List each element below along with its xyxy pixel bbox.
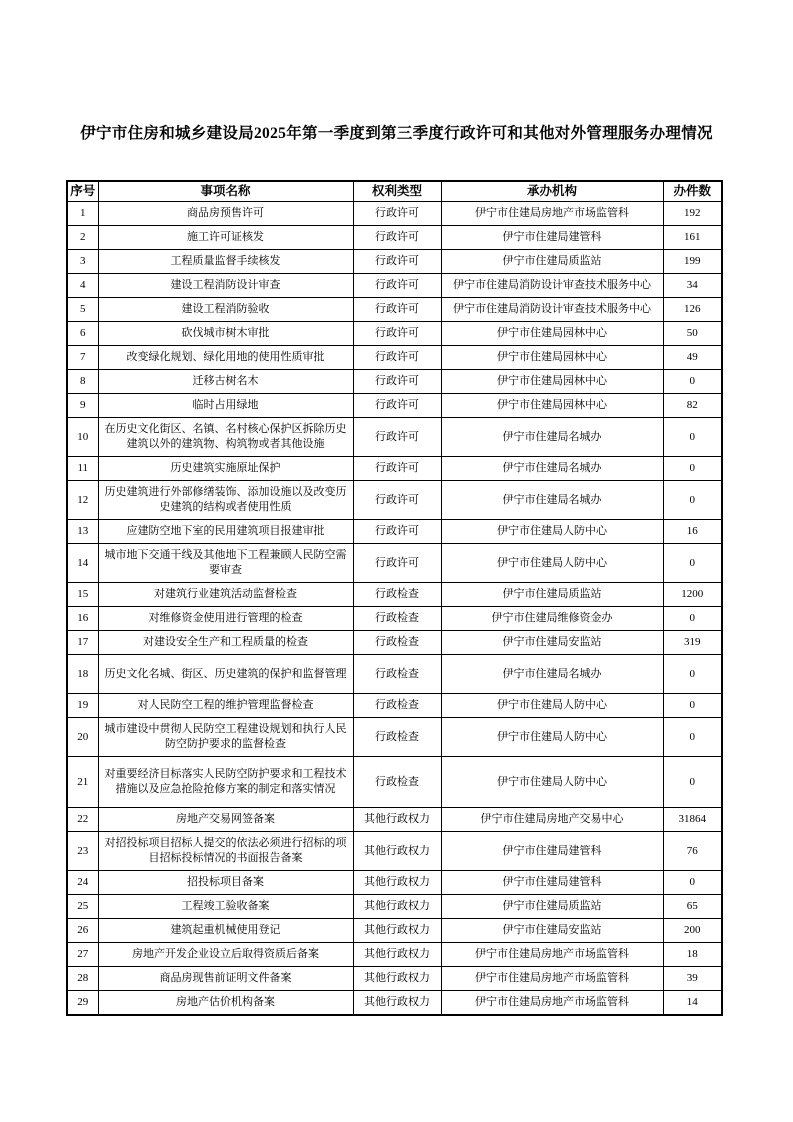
table-cell-col4: 82	[663, 394, 722, 418]
table-cell-col0: 7	[67, 346, 98, 370]
table-cell-col3: 伊宁市住建局名城办	[441, 481, 663, 520]
table-row	[67, 544, 722, 583]
table-cell-col2: 行政检查	[353, 694, 441, 718]
table-cell-col3: 伊宁市住建局人防中心	[441, 520, 663, 544]
table-cell-col0: 18	[67, 655, 98, 694]
table-cell-col2: 其他行政权力	[353, 808, 441, 832]
table-row	[67, 655, 722, 694]
table-cell-col0: 3	[67, 250, 98, 274]
table-row	[67, 250, 722, 274]
table-cell-col4: 0	[663, 718, 722, 757]
table-row	[67, 370, 722, 394]
table-cell-col3: 伊宁市住建局人防中心	[441, 757, 663, 808]
table-cell-col4: 49	[663, 346, 722, 370]
table-cell-col4: 0	[663, 457, 722, 481]
column-header-2: 权利类型	[353, 181, 441, 202]
table-cell-col0: 5	[67, 298, 98, 322]
table-cell-col1: 在历史文化街区、名镇、名村核心保护区拆除历史建筑以外的建筑物、构筑物或者其他设施	[98, 418, 353, 457]
table-cell-col3: 伊宁市住建局房地产交易中心	[441, 808, 663, 832]
table-cell-col2: 行政许可	[353, 202, 441, 226]
table-cell-col3: 伊宁市住建局人防中心	[441, 544, 663, 583]
table-cell-col1: 砍伐城市树木审批	[98, 322, 353, 346]
table-cell-col0: 11	[67, 457, 98, 481]
table-cell-col2: 行政许可	[353, 274, 441, 298]
table-row	[67, 457, 722, 481]
table-cell-col4: 0	[663, 607, 722, 631]
table-row	[67, 871, 722, 895]
table-cell-col2: 行政许可	[353, 298, 441, 322]
table-cell-col1: 房地产估价机构备案	[98, 991, 353, 1016]
table-cell-col1: 建设工程消防设计审查	[98, 274, 353, 298]
table-cell-col0: 20	[67, 718, 98, 757]
table-cell-col1: 对重要经济目标落实人民防空防护要求和工程技术措施以及应急抢险抢修方案的制定和落实情况	[98, 757, 353, 808]
table-cell-col3: 伊宁市住建局房地产市场监管科	[441, 943, 663, 967]
table-row	[67, 991, 722, 1016]
table-cell-col1: 建筑起重机械使用登记	[98, 919, 353, 943]
table-row	[67, 832, 722, 871]
table-cell-col1: 商品房现售前证明文件备案	[98, 967, 353, 991]
table-cell-col0: 8	[67, 370, 98, 394]
table-cell-col1: 历史建筑实施原址保护	[98, 457, 353, 481]
table-cell-col2: 其他行政权力	[353, 919, 441, 943]
table-cell-col2: 行政许可	[353, 250, 441, 274]
table-cell-col4: 39	[663, 967, 722, 991]
table-row	[67, 808, 722, 832]
table-cell-col3: 伊宁市住建局安监站	[441, 631, 663, 655]
services-table	[66, 180, 723, 1016]
table-cell-col4: 14	[663, 991, 722, 1016]
table-cell-col4: 0	[663, 370, 722, 394]
table-row	[67, 346, 722, 370]
table-cell-col4: 192	[663, 202, 722, 226]
table-cell-col4: 126	[663, 298, 722, 322]
table-cell-col4: 200	[663, 919, 722, 943]
table-cell-col2: 行政许可	[353, 481, 441, 520]
table-cell-col2: 其他行政权力	[353, 967, 441, 991]
table-row	[67, 202, 722, 226]
table-cell-col3: 伊宁市住建局建管科	[441, 871, 663, 895]
table-cell-col0: 25	[67, 895, 98, 919]
table-row	[67, 322, 722, 346]
table-cell-col2: 其他行政权力	[353, 895, 441, 919]
table-cell-col0: 12	[67, 481, 98, 520]
table-cell-col1: 历史建筑进行外部修缮装饰、添加设施以及改变历史建筑的结构或者使用性质	[98, 481, 353, 520]
table-cell-col0: 1	[67, 202, 98, 226]
table-cell-col1: 对人民防空工程的维护管理监督检查	[98, 694, 353, 718]
table-row	[67, 694, 722, 718]
table-cell-col1: 城市地下交通干线及其他地下工程兼顾人民防空需要审查	[98, 544, 353, 583]
table-cell-col4: 0	[663, 544, 722, 583]
table-row	[67, 481, 722, 520]
table-cell-col3: 伊宁市住建局园林中心	[441, 394, 663, 418]
table-cell-col4: 0	[663, 871, 722, 895]
table-cell-col0: 19	[67, 694, 98, 718]
table-cell-col0: 9	[67, 394, 98, 418]
header-row	[67, 181, 722, 202]
table-cell-col3: 伊宁市住建局建管科	[441, 832, 663, 871]
table-cell-col1: 对招投标项目招标人提交的依法必须进行招标的项目招标投标情况的书面报告备案	[98, 832, 353, 871]
table-cell-col2: 其他行政权力	[353, 943, 441, 967]
table-cell-col2: 行政检查	[353, 607, 441, 631]
table-cell-col3: 伊宁市住建局房地产市场监管科	[441, 991, 663, 1016]
table-row	[67, 394, 722, 418]
table-row	[67, 583, 722, 607]
table-cell-col4: 319	[663, 631, 722, 655]
table-cell-col4: 0	[663, 418, 722, 457]
table-cell-col4: 0	[663, 757, 722, 808]
table-cell-col1: 工程竣工验收备案	[98, 895, 353, 919]
table-cell-col2: 行政检查	[353, 583, 441, 607]
table-cell-col1: 建设工程消防验收	[98, 298, 353, 322]
table-cell-col0: 22	[67, 808, 98, 832]
table-cell-col0: 16	[67, 607, 98, 631]
table-cell-col2: 其他行政权力	[353, 871, 441, 895]
table-cell-col1: 城市建设中贯彻人民防空工程建设规划和执行人民防空防护要求的监督检查	[98, 718, 353, 757]
column-header-1: 事项名称	[98, 181, 353, 202]
table-row	[67, 895, 722, 919]
table-cell-col3: 伊宁市住建局质监站	[441, 583, 663, 607]
table-cell-col2: 其他行政权力	[353, 832, 441, 871]
table-cell-col4: 0	[663, 655, 722, 694]
table-cell-col4: 0	[663, 481, 722, 520]
table-row	[67, 226, 722, 250]
table-cell-col0: 6	[67, 322, 98, 346]
table-cell-col1: 临时占用绿地	[98, 394, 353, 418]
table-cell-col0: 10	[67, 418, 98, 457]
table-cell-col0: 15	[67, 583, 98, 607]
table-cell-col1: 商品房预售许可	[98, 202, 353, 226]
table-cell-col2: 其他行政权力	[353, 991, 441, 1016]
table-cell-col2: 行政许可	[353, 322, 441, 346]
table-cell-col3: 伊宁市住建局消防设计审查技术服务中心	[441, 274, 663, 298]
table-row	[67, 943, 722, 967]
table-cell-col2: 行政许可	[353, 457, 441, 481]
table-cell-col4: 199	[663, 250, 722, 274]
table-cell-col1: 对建设安全生产和工程质量的检查	[98, 631, 353, 655]
table-row	[67, 919, 722, 943]
table-cell-col2: 行政检查	[353, 655, 441, 694]
document-title: 伊宁市住房和城乡建设局2025年第一季度到第三季度行政许可和其他对外管理服务办理情况	[80, 125, 713, 142]
table-cell-col4: 16	[663, 520, 722, 544]
table-cell-col3: 伊宁市住建局建管科	[441, 226, 663, 250]
table-cell-col0: 24	[67, 871, 98, 895]
table-cell-col4: 1200	[663, 583, 722, 607]
table-cell-col1: 对建筑行业建筑活动监督检查	[98, 583, 353, 607]
table-cell-col3: 伊宁市住建局人防中心	[441, 718, 663, 757]
table-cell-col4: 0	[663, 694, 722, 718]
table-row	[67, 520, 722, 544]
table-cell-col0: 2	[67, 226, 98, 250]
table-cell-col0: 28	[67, 967, 98, 991]
table-cell-col4: 50	[663, 322, 722, 346]
table-cell-col1: 招投标项目备案	[98, 871, 353, 895]
table-cell-col2: 行政许可	[353, 520, 441, 544]
table-cell-col2: 行政许可	[353, 346, 441, 370]
table-cell-col1: 工程质量监督手续核发	[98, 250, 353, 274]
table-cell-col1: 施工许可证核发	[98, 226, 353, 250]
table-cell-col3: 伊宁市住建局园林中心	[441, 346, 663, 370]
table-cell-col2: 行政许可	[353, 394, 441, 418]
table-cell-col3: 伊宁市住建局园林中心	[441, 370, 663, 394]
table-cell-col3: 伊宁市住建局安监站	[441, 919, 663, 943]
table-cell-col4: 31864	[663, 808, 722, 832]
table-cell-col0: 21	[67, 757, 98, 808]
table-cell-col3: 伊宁市住建局消防设计审查技术服务中心	[441, 298, 663, 322]
table-cell-col3: 伊宁市住建局质监站	[441, 895, 663, 919]
table-cell-col3: 伊宁市住建局园林中心	[441, 322, 663, 346]
table-cell-col1: 对维修资金使用进行管理的检查	[98, 607, 353, 631]
table-cell-col4: 65	[663, 895, 722, 919]
table-cell-col3: 伊宁市住建局人防中心	[441, 694, 663, 718]
table-cell-col0: 27	[67, 943, 98, 967]
table-cell-col3: 伊宁市住建局质监站	[441, 250, 663, 274]
column-header-4: 办件数	[663, 181, 722, 202]
table-cell-col1: 迁移古树名木	[98, 370, 353, 394]
table-cell-col1: 应建防空地下室的民用建筑项目报建审批	[98, 520, 353, 544]
table-cell-col3: 伊宁市住建局名城办	[441, 418, 663, 457]
table-row	[67, 418, 722, 457]
table-cell-col1: 房地产交易网签备案	[98, 808, 353, 832]
table-cell-col2: 行政许可	[353, 226, 441, 250]
table-cell-col1: 房地产开发企业设立后取得资质后备案	[98, 943, 353, 967]
table-header	[67, 181, 722, 202]
table-cell-col0: 13	[67, 520, 98, 544]
table-cell-col4: 18	[663, 943, 722, 967]
table-cell-col0: 17	[67, 631, 98, 655]
table-cell-col3: 伊宁市住建局房地产市场监管科	[441, 967, 663, 991]
table-cell-col0: 23	[67, 832, 98, 871]
table-cell-col2: 行政许可	[353, 418, 441, 457]
table-cell-col2: 行政许可	[353, 544, 441, 583]
table-cell-col0: 4	[67, 274, 98, 298]
table-cell-col4: 161	[663, 226, 722, 250]
table-cell-col3: 伊宁市住建局房地产市场监管科	[441, 202, 663, 226]
table-body	[67, 202, 722, 1016]
table-cell-col1: 历史文化名城、街区、历史建筑的保护和监督管理	[98, 655, 353, 694]
table-row	[67, 298, 722, 322]
table-cell-col0: 29	[67, 991, 98, 1016]
table-cell-col0: 14	[67, 544, 98, 583]
table-cell-col3: 伊宁市住建局名城办	[441, 457, 663, 481]
table-cell-col3: 伊宁市住建局维修资金办	[441, 607, 663, 631]
table-cell-col3: 伊宁市住建局名城办	[441, 655, 663, 694]
column-header-0: 序号	[67, 181, 98, 202]
table-cell-col2: 行政检查	[353, 757, 441, 808]
table-cell-col2: 行政检查	[353, 631, 441, 655]
table-row	[67, 631, 722, 655]
table-cell-col1: 改变绿化规划、绿化用地的使用性质审批	[98, 346, 353, 370]
table-cell-col2: 行政检查	[353, 718, 441, 757]
table-cell-col4: 34	[663, 274, 722, 298]
table-cell-col4: 76	[663, 832, 722, 871]
table-row	[67, 274, 722, 298]
table-row	[67, 757, 722, 808]
table-row	[67, 607, 722, 631]
table-row	[67, 967, 722, 991]
table-cell-col0: 26	[67, 919, 98, 943]
column-header-3: 承办机构	[441, 181, 663, 202]
table-cell-col2: 行政许可	[353, 370, 441, 394]
table-row	[67, 718, 722, 757]
